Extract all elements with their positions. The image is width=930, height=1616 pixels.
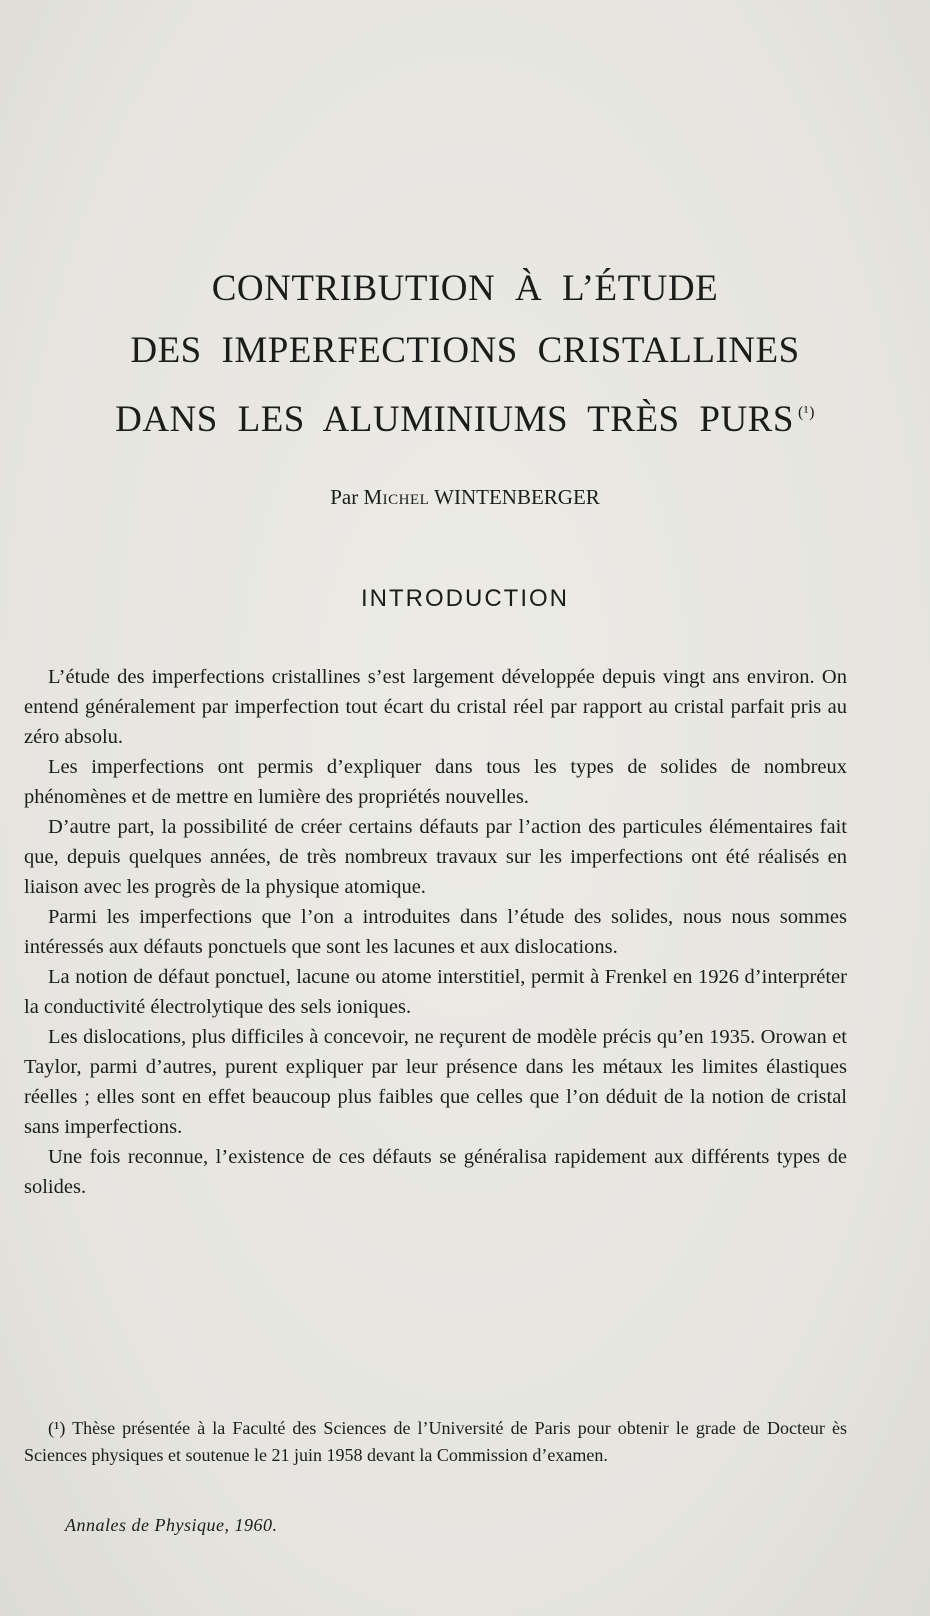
title-footnote-marker: (¹): [797, 404, 815, 421]
article-title: [30, 258, 900, 451]
paragraph: Parmi les imperfections que l’on a introduites dans l’étude des solides, nous nous sommes intéressés aux défauts ponctuels que sont les lacunes et aux dislocations.: [24, 906, 847, 958]
author-prefix: Par: [330, 485, 359, 509]
title-line-1: CONTRIBUTION À L’ÉTUDE: [211, 268, 719, 309]
footnote: [24, 1415, 847, 1469]
author-line: [30, 485, 900, 510]
body-text: [24, 662, 847, 1202]
paragraph: Une fois reconnue, l’existence de ces défauts se généralisa rapidement aux différents types de solides.: [24, 1146, 847, 1198]
title-line-3: [30, 382, 900, 451]
title-line-3-text: DANS LES ALUMINIUMS TRÈS PURS: [115, 399, 794, 440]
paragraph: L’étude des imperfections cristallines s’est largement développée depuis vingt ans environ. On entend généralement par imperfection tout écart du cristal réel par rapport au cristal parfait pris au zéro absolu.: [24, 666, 847, 748]
author-last-name: WINTENBERGER: [434, 485, 600, 509]
footnote-marker: (¹): [48, 1418, 66, 1438]
footnote-paragraph: [24, 1415, 847, 1469]
paragraph: La notion de défaut ponctuel, lacune ou atome interstitiel, permit à Frenkel en 1926 d’interpréter la conductivité électrolytique des sels ioniques.: [24, 966, 847, 1018]
section-heading: INTRODUCTION: [361, 585, 569, 612]
journal-reference: Annales de Physique, 1960.: [65, 1515, 278, 1535]
paragraph: D’autre part, la possibilité de créer certains défauts par l’action des particules élémentaires fait que, depuis quelques années, de très nombreux travaux sur les imperfections ont été réalisés en liaison avec les progrès de la physique atomique.: [24, 816, 847, 898]
title-line-2: DES IMPERFECTIONS CRISTALLINES: [130, 330, 800, 371]
paragraph: Les imperfections ont permis d’expliquer dans tous les types de solides de nombreux phénomènes et de mettre en lumière des propriétés nouvelles.: [24, 756, 847, 808]
paragraph: Les dislocations, plus difficiles à concevoir, ne reçurent de modèle précis qu’en 1935. Orowan et Taylor, parmi d’autres, purent expliquer par leur présence dans les métaux les limites élastiques réelles ; elles sont en effet beaucoup plus faibles que celles que l’on déduit de la notion de cristal sans imperfections.: [24, 1026, 847, 1138]
footnote-text: Thèse présentée à la Faculté des Sciences de l’Université de Paris pour obtenir le grade de Docteur ès Sciences physiques et soutenue le 21 juin 1958 devant la Commission d’examen.: [24, 1418, 847, 1465]
author-first-name: Michel: [363, 485, 430, 509]
